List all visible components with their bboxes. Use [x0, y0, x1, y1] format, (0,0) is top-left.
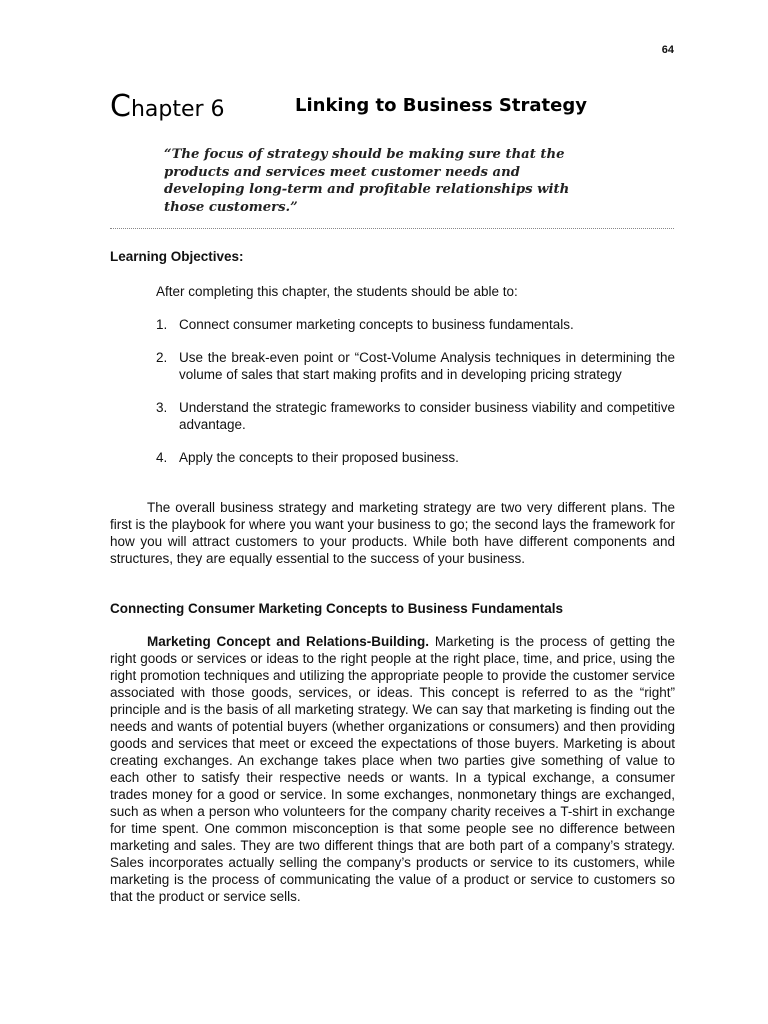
page-number: 64 — [661, 44, 674, 56]
paragraph-body: Marketing is the process of getting the right goods or services or ideas to the right people at the right place, time, and price, using the right promotion techniques and utilizing the appropriate people to provide the customer service associated with those goods, services, or ideas. This concept is referred to as the “right” principle and is the basis of all marketing strategy. We can say that marketing is finding out the needs and wants of potential buyers (whether organizations or consumers) and then providing goods and services that meet or exceed the expectations of those buyers. Marketing is about creating exchanges. An exchange takes place when two parties give something of value to each other to satisfy their respective needs or wants. In a typical exchange, a consumer trades money for a good or service. In some exchanges, nonmonetary things are exchanged, such as when a person who volunteers for the company charity receives a T-shirt in exchange for time spent. One common misconception is that some people see no difference between marketing and sales. They are two different things that are both part of a company’s strategy. Sales incorporates actually selling the company’s products or service to its customers, while marketing is the process of communicating the value of a product or service to customers so that the product or service sells. — [110, 634, 675, 904]
epigraph-quote — [164, 146, 624, 216]
paragraph-lead-in: Marketing Concept and Relations-Building. — [147, 634, 430, 649]
objective-item — [156, 349, 675, 383]
objective-item — [156, 399, 675, 433]
section-heading: Connecting Consumer Marketing Concepts to Business Fundamentals — [110, 601, 564, 616]
objective-number: 4. — [156, 450, 168, 465]
epigraph-line: “The focus of strategy should be making sure that the — [164, 147, 565, 162]
overview-paragraph: The overall business strategy and marketing strategy are two very different plans. The first is the playbook for where you want your business to go; the second lays the framework for how you will attract customers to your products. While both have different components and structures, they are equally essential to the success of your business. — [110, 500, 675, 566]
chapter-label-initial: C — [110, 89, 131, 124]
learning-objectives-heading: Learning Objectives: — [110, 249, 244, 264]
chapter-heading — [110, 89, 710, 124]
objective-text: Understand the strategic frameworks to consider business viability and competitive advantage. — [179, 400, 675, 432]
chapter-title: Linking to Business Strategy — [295, 95, 587, 116]
epigraph-line: those customers.” — [164, 199, 298, 215]
chapter-label-rest: hapter 6 — [130, 97, 225, 122]
objective-text: Connect consumer marketing concepts to business fundamentals. — [179, 317, 574, 332]
objective-number: 3. — [156, 400, 168, 415]
objective-number: 2. — [156, 350, 168, 365]
section-divider — [110, 228, 674, 229]
objective-text: Use the break-even point or “Cost-Volume Analysis techniques in determining the volume of sales that start making profits and in developing pricing strategy — [179, 350, 675, 382]
epigraph-line: products and services meet customer needs and — [164, 164, 520, 180]
epigraph-line: developing long-term and profitable relationships with — [164, 182, 570, 197]
objective-item — [156, 449, 675, 466]
chapter-label — [110, 89, 225, 124]
objective-item — [156, 316, 675, 333]
objectives-list — [156, 316, 675, 482]
objectives-intro: After completing this chapter, the students should be able to: — [156, 284, 518, 299]
objective-number: 1. — [156, 317, 168, 332]
objective-text: Apply the concepts to their proposed business. — [179, 450, 459, 465]
marketing-concept-paragraph — [110, 633, 675, 905]
